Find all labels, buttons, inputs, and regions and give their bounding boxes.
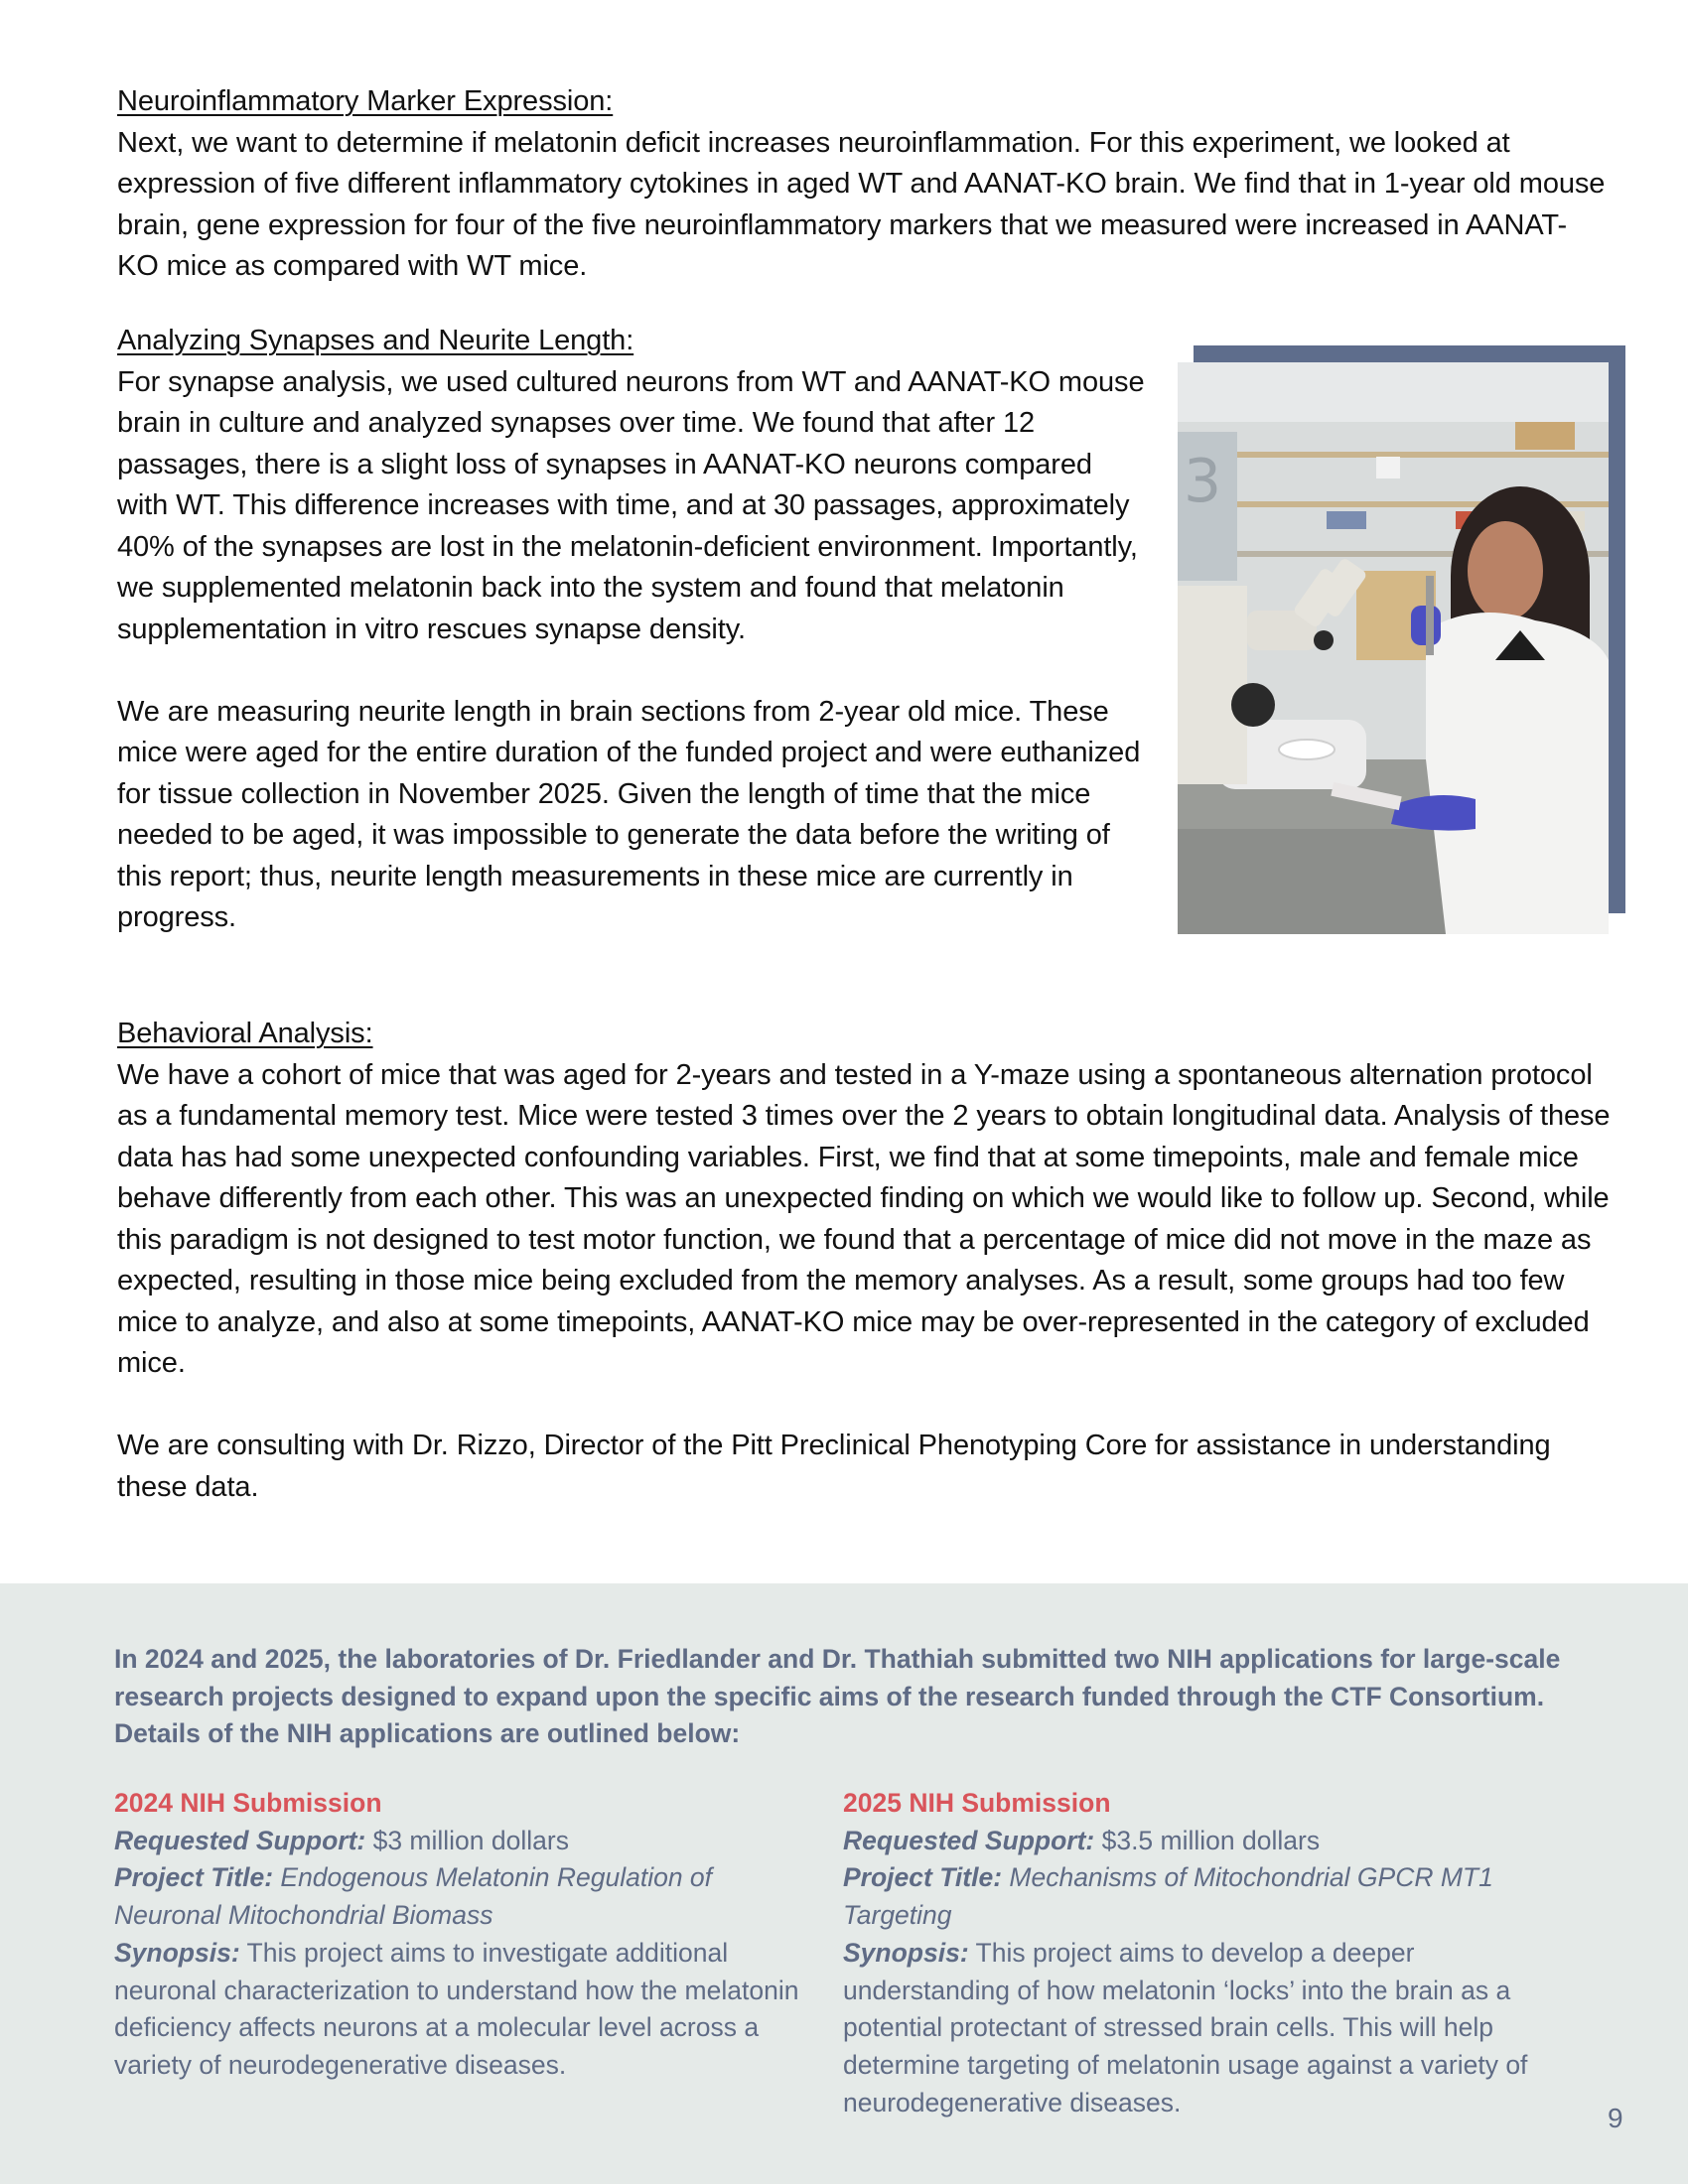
section-paragraph: Next, we want to determine if melatonin deficit increases neuroinflammation. For this experiment, we looked at expression of five different inflammatory cytokines in aged WT and AANAT-KO brain. We find that in 1-year old mouse brain, gene expression for four of the five neuroinflammatory markers that we measured were increased in AANAT-KO mice as compared with WT mice. (117, 126, 1606, 282)
section-paragraph: We are consulting with Dr. Rizzo, Director of the Pitt Preclinical Phenotyping Core for assistance in understanding these data. (117, 1430, 1551, 1503)
section-behavioral (117, 1014, 1626, 1508)
synopsis-row (843, 1935, 1578, 2122)
paragraph-spacer (117, 650, 1150, 692)
project-title-label: Project Title: (114, 1862, 274, 1893)
synopsis-row (114, 1935, 809, 2085)
synopsis-value: This project aims to develop a deeper understanding of how melatonin ‘locks’ into the brain as a potential protectant of stressed brain cells. This will help determine targeting of melatonin usage against a variety of neurodegenerative diseases. (843, 1937, 1528, 2117)
section-paragraph: We are measuring neurite length in brain sections from 2-year old mice. These mice were aged for the entire duration of the funded project and were euthanized for tissue collection in November 2025. Given the length of time that the mice needed to be aged, it was impossible to generate the data before the writing of this report; thus, neurite length measurements in these mice are currently in progress. (117, 695, 1141, 933)
requested-support-value: $3 million dollars (365, 1825, 569, 1855)
svg-text:3: 3 (1184, 447, 1222, 516)
project-title-row (843, 1859, 1578, 1934)
project-title-row (114, 1859, 809, 1934)
section-synapses (117, 321, 1150, 939)
project-title-value: Mechanisms of Mitochondrial GPCR MT1 Targeting (843, 1862, 1493, 1931)
nih-submission-2025 (843, 1785, 1578, 2121)
lab-researcher-photo (1178, 362, 1609, 934)
section-heading: Analyzing Synapses and Neurite Length: (117, 325, 634, 356)
section-heading: Neuroinflammatory Marker Expression: (117, 85, 614, 117)
section-heading: Behavioral Analysis: (117, 1018, 373, 1049)
section-neuroinflammatory (117, 81, 1607, 288)
paragraph-spacer (117, 1385, 1626, 1427)
synopsis-label: Synopsis: (114, 1937, 240, 1968)
synopsis-label: Synopsis: (843, 1937, 969, 1968)
section-paragraph: For synapse analysis, we used cultured neurons from WT and AANAT-KO mouse brain in culture and analyzed synapses over time. We found that after 12 passages, there is a slight loss of synapses in AANAT-KO neurons compared with WT. This difference increases with time, and at 30 passages, approximately 40% of the synapses are lost in the melatonin-deficient environment. Importantly, we supplemented melatonin back into the system and found that melatonin supplementation in vitro rescues synapse density. (117, 365, 1145, 645)
submission-title: 2024 NIH Submission (114, 1788, 382, 1818)
requested-support-row (114, 1823, 809, 1860)
project-title-value: Endogenous Melatonin Regulation of Neuronal Mitochondrial Biomass (114, 1862, 713, 1931)
requested-support-value: $3.5 million dollars (1094, 1825, 1321, 1855)
synopsis-value: This project aims to investigate additional neuronal characterization to understand how the melatonin deficiency affects neurons at a molecular level across a variety of neurodegenerative diseases. (114, 1937, 799, 2080)
nih-submission-2024 (114, 1785, 809, 2085)
nih-intro-text: In 2024 and 2025, the laboratories of Dr. Friedlander and Dr. Thathiah submitted two NIH applications for large-scale research projects designed to expand upon the specific aims of the research funded through the CTF Consortium. Details of the NIH applications are outlined below: (114, 1644, 1561, 1748)
section-paragraph: We have a cohort of mice that was aged for 2-years and tested in a Y-maze using a spontaneous alternation protocol as a fundamental memory test. Mice were tested 3 times over the 2 years to obtain longitudinal data. Analysis of these data has had some unexpected confounding variables. First, we find that at some timepoints, male and female mice behave differently from each other. This was an unexpected finding on which we would like to follow up. Second, while this paradigm is not designed to test motor function, we found that a percentage of mice did not move in the maze as expected, resulting in those mice being excluded from the memory analyses. As a result, some groups had too few mice to analyze, and also at some timepoints, AANAT-KO mice may be over-represented in the category of excluded mice. (117, 1058, 1611, 1379)
requested-support-label: Requested Support: (114, 1825, 366, 1855)
requested-support-label: Requested Support: (843, 1825, 1095, 1855)
submission-title: 2025 NIH Submission (843, 1788, 1111, 1818)
requested-support-row (843, 1823, 1578, 1860)
lab-photo-illustration (1178, 362, 1609, 934)
project-title-label: Project Title: (843, 1862, 1003, 1893)
page-number: 9 (1608, 2103, 1623, 2133)
